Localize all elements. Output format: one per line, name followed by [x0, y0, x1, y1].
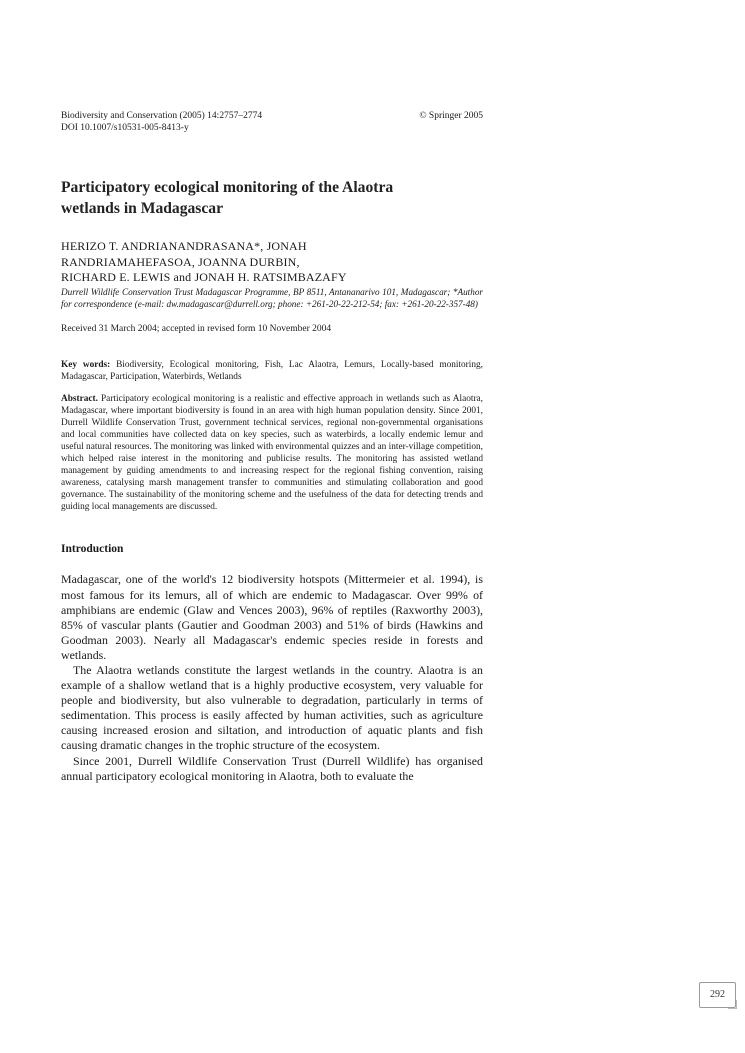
paragraph: Since 2001, Durrell Wildlife Conservation Trust (Durrell Wildlife) has organised annual participatory ecological monitoring in Alaotra, both to evaluate the: [61, 753, 483, 783]
authors-line-2: RANDRIAMAHEFASOA, JOANNA DURBIN,: [61, 254, 300, 269]
journal-citation: Biodiversity and Conservation (2005) 14:2757–2774: [61, 111, 263, 121]
section-heading-introduction: Introduction: [61, 543, 124, 556]
doi: DOI 10.1007/s10531-005-8413-y: [61, 123, 189, 133]
page-number-badge: 292: [699, 982, 736, 1008]
keywords: [61, 359, 483, 383]
authors-line-1: HERIZO T. ANDRIANANDRASANA*, JONAH: [61, 239, 307, 253]
keywords-label: Key words:: [61, 360, 111, 371]
running-header: [61, 110, 483, 122]
affiliation: Durrell Wildlife Conservation Trust Madagascar Programme, BP 8511, Antananarivo 101, Madagascar; *Author for correspondence (e-mail: dw.madagascar@durrell.org; phone: +261-20-22-212-54; fax: +261-20-22-357-48): [61, 286, 483, 309]
keywords-text: Biodiversity, Ecological monitoring, Fish, Lac Alaotra, Lemurs, Locally-based monitoring, Madagascar, Participation, Waterbirds, Wetlands: [61, 360, 483, 383]
abstract-label: Abstract.: [61, 393, 98, 404]
copyright-notice: © Springer 2005: [419, 111, 483, 121]
abstract-text: Participatory ecological monitoring is a realistic and effective approach in wetlands such as Alaotra, Madagascar, where important biodiversity is found in an area with high human population density. Since 2001, Durrell Wildlife Conservation Trust, government technical services, regional non-governmental organisations and local communities have collected data on key species, such as waterbirds, a locally endemic lemur and useful natural resources. The monitoring was linked with environmental quizzes and an inter-village competition, which helped raise interest in the monitoring and publicise results. The monitoring has assisted wetland management by guiding amendments to and increasing respect for the regional fishing convention, raising awareness, catalysing marsh management transfer to communities and stimulating collaboration and good governance. The sustainability of the monitoring scheme and the usefulness of the data for detecting trends and guiding local managements are discussed.: [61, 393, 484, 513]
author-list: [61, 239, 483, 286]
introduction-body: [61, 572, 483, 783]
article-title: [61, 177, 483, 219]
authors-line-3: RICHARD E. LEWIS and JONAH H. RATSIMBAZAFY: [61, 270, 347, 284]
paragraph: Madagascar, one of the world's 12 biodiversity hotspots (Mittermeier et al. 1994), is most famous for its lemurs, all of which are endemic to Madagascar. Over 99% of amphibians are endemic (Glaw and Vences 2003), 96% of reptiles (Raxworthy 2003), 85% of vascular plants (Gautier and Goodman 2003) and 51% of birds (Hawkins and Goodman 2003). Nearly all Madagascar's endemic species reside in forests and wetlands.: [61, 572, 483, 662]
abstract: [61, 393, 483, 514]
paragraph: The Alaotra wetlands constitute the largest wetlands in the country. Alaotra is an example of a shallow wetland that is a highly productive ecosystem, very valuable for people and biodiversity, but also vulnerable to degradation, particularly in terms of sedimentation. This process is easily affected by human activities, such as agriculture causing increased erosion and siltation, and introduction of aquatic plants and fish causing dramatic changes in the trophic structure of the ecosystem.: [61, 663, 483, 753]
title-line-1: Participatory ecological monitoring of the Alaotra: [61, 179, 394, 196]
received-dates: Received 31 March 2004; accepted in revised form 10 November 2004: [61, 324, 332, 335]
article-page: [61, 110, 483, 784]
title-line-2: wetlands in Madagascar: [61, 200, 224, 217]
